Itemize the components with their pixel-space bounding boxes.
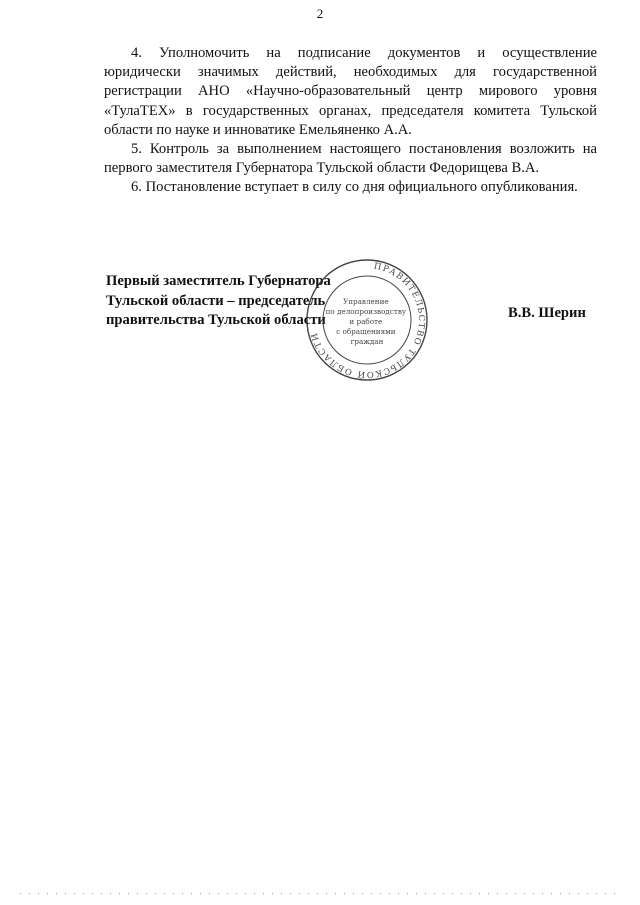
signatory-name: В.В. Шерин: [508, 305, 586, 321]
seal-inner-line: Управление: [343, 297, 389, 306]
seal-inner-line: и работе: [349, 317, 383, 326]
signatory-position: [106, 272, 331, 331]
official-seal-stamp: [305, 258, 429, 382]
svg-text:Управление по делопроизвод: [326, 297, 409, 346]
signatory-position-line: правительства Тульской области: [106, 312, 326, 328]
paragraph-6: 6. Постановление вступает в силу со дня официального опубликования.: [131, 179, 578, 196]
paragraph-4: 4. Уполномочить на подписание документов и осуществление юридически значимых действий, необходимых для государственной регистрации АНО «Научно-образовательный центр мирового уровня «ТулаТЕХ» в государственных органах, председателя комитета Тульской области по науке и инноватике Емельяненко А.А.: [104, 45, 597, 138]
seal-inner-line: по делопроизводству: [325, 307, 407, 316]
signatory-position-line: Первый заместитель Губернатора: [106, 273, 331, 289]
paragraph-5: 5. Контроль за выполнением настоящего постановления возложить на первого заместителя Губернатора Тульской области Федорищева В.А.: [104, 141, 597, 177]
scan-artifact: [20, 893, 620, 894]
seal-inner-line: с обращениями: [336, 327, 396, 336]
document-body: [104, 44, 597, 198]
seal-inner-line: граждан: [350, 337, 384, 346]
page-number: 2: [316, 6, 324, 21]
seal-outer-text: ПРАВИТЕЛЬСТВО ТУЛЬСКОЙ ОБЛАСТИ: [309, 261, 427, 380]
signatory-position-line: Тульской области – председатель: [106, 292, 326, 309]
